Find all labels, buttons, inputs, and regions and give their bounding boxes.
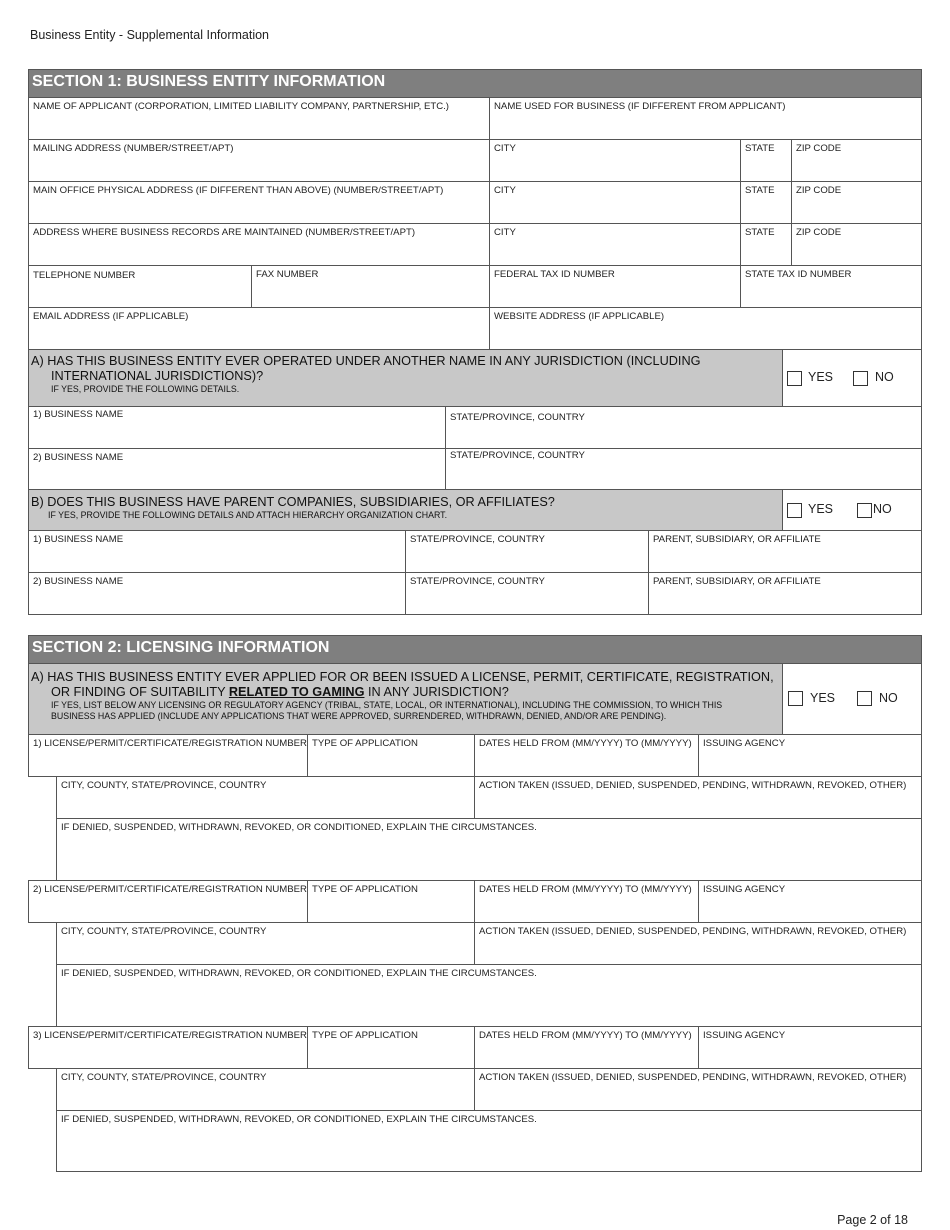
question-b-subtext: IF YES, PROVIDE THE FOLLOWING DETAILS AND ATTACH HIERARCHY ORGANIZATION CHART. <box>48 510 448 521</box>
qa-state-country-2-field[interactable]: STATE/PROVINCE, COUNTRY <box>445 448 922 490</box>
qa-business-name-2-field[interactable]: 2) BUSINESS NAME <box>28 448 446 490</box>
license-2-agency-field[interactable]: ISSUING AGENCY <box>698 880 922 923</box>
qa-business-name-1-field[interactable]: 1) BUSINESS NAME <box>28 406 446 449</box>
qb-business-name-1-field[interactable]: 1) BUSINESS NAME <box>28 530 406 573</box>
qb-state-country-1-field[interactable]: STATE/PROVINCE, COUNTRY <box>405 530 649 573</box>
gaming-emphasis: RELATED TO GAMING <box>228 685 365 700</box>
license-2-type-field[interactable]: TYPE OF APPLICATION <box>307 880 475 923</box>
license-2-explain-field[interactable]: IF DENIED, SUSPENDED, WITHDRAWN, REVOKED, OR CONDITIONED, EXPLAIN THE CIRCUMSTANCES. <box>56 964 922 1027</box>
records-state-field[interactable]: STATE <box>740 223 792 266</box>
license-1-location-field[interactable]: CITY, COUNTY, STATE/PROVINCE, COUNTRY <box>56 776 475 819</box>
question-a-subtext: IF YES, PROVIDE THE FOLLOWING DETAILS. <box>51 384 240 395</box>
mailing-address-field[interactable]: MAILING ADDRESS (NUMBER/STREET/APT) <box>28 139 490 182</box>
question-a-no-label: NO <box>875 370 894 384</box>
s2-question-a-no-checkbox[interactable] <box>857 691 872 706</box>
business-name-used-field[interactable]: NAME USED FOR BUSINESS (IF DIFFERENT FROM APPLICANT) <box>489 97 922 140</box>
email-field[interactable]: EMAIL ADDRESS (IF APPLICABLE) <box>28 307 490 350</box>
question-b-no-checkbox[interactable] <box>857 503 872 518</box>
license-3-explain-field[interactable]: IF DENIED, SUSPENDED, WITHDRAWN, REVOKED, OR CONDITIONED, EXPLAIN THE CIRCUMSTANCES. <box>56 1110 922 1172</box>
license-1-number-field[interactable]: 1) LICENSE/PERMIT/CERTIFICATE/REGISTRATION NUMBER <box>28 734 308 777</box>
section2-title: SECTION 2: LICENSING INFORMATION <box>28 635 922 664</box>
s2-question-a-line2: OR FINDING OF SUITABILITY RELATED TO GAMING IN ANY JURISDICTION? <box>51 685 509 700</box>
fax-field[interactable]: FAX NUMBER <box>251 265 490 308</box>
s2-question-a-yes-no-box <box>782 663 922 735</box>
applicant-name-field[interactable]: NAME OF APPLICANT (CORPORATION, LIMITED LIABILITY COMPANY, PARTNERSHIP, ETC.) <box>28 97 490 140</box>
license-3-agency-field[interactable]: ISSUING AGENCY <box>698 1026 922 1069</box>
federal-tax-id-field[interactable]: FEDERAL TAX ID NUMBER <box>489 265 741 308</box>
s2-question-a-subtext-2: BUSINESS HAS APPLIED (INCLUDE ANY APPLICATIONS THAT WERE APPROVED, SURRENDERED, WITHDRAWN, DENIED, AND/OR ARE PENDING). <box>51 710 667 721</box>
question-a-yes-no-box <box>782 349 922 407</box>
records-city-field[interactable]: CITY <box>489 223 741 266</box>
section1-question-a <box>28 349 783 407</box>
records-address-field[interactable]: ADDRESS WHERE BUSINESS RECORDS ARE MAINTAINED (NUMBER/STREET/APT) <box>28 223 490 266</box>
s2-question-a-no-label: NO <box>879 691 898 705</box>
telephone-field[interactable]: TELEPHONE NUMBER <box>28 265 252 308</box>
qb-business-name-2-field[interactable]: 2) BUSINESS NAME <box>28 572 406 615</box>
question-a-no-checkbox[interactable] <box>853 371 868 386</box>
license-3-dates-field[interactable]: DATES HELD FROM (MM/YYYY) TO (MM/YYYY) <box>474 1026 699 1069</box>
mailing-state-field[interactable]: STATE <box>740 139 792 182</box>
question-a-line1: A) HAS THIS BUSINESS ENTITY EVER OPERATED UNDER ANOTHER NAME IN ANY JURISDICTION (INCLUDING <box>31 354 701 368</box>
section1-title: SECTION 1: BUSINESS ENTITY INFORMATION <box>28 69 922 98</box>
main-office-city-field[interactable]: CITY <box>489 181 741 224</box>
question-a-line2: INTERNATIONAL JURISDICTIONS)? <box>51 369 264 384</box>
license-1-action-field[interactable]: ACTION TAKEN (ISSUED, DENIED, SUSPENDED, PENDING, WITHDRAWN, REVOKED, OTHER) <box>474 776 922 819</box>
question-b-line1: B) DOES THIS BUSINESS HAVE PARENT COMPANIES, SUBSIDIARIES, OR AFFILIATES? <box>31 495 555 509</box>
qb-state-country-2-field[interactable]: STATE/PROVINCE, COUNTRY <box>405 572 649 615</box>
qb-relation-2-field[interactable]: PARENT, SUBSIDIARY, OR AFFILIATE <box>648 572 922 615</box>
license-2-action-field[interactable]: ACTION TAKEN (ISSUED, DENIED, SUSPENDED, PENDING, WITHDRAWN, REVOKED, OTHER) <box>474 922 922 965</box>
s2-question-a-line1: A) HAS THIS BUSINESS ENTITY EVER APPLIED FOR OR BEEN ISSUED A LICENSE, PERMIT, CERTIFICATE, REGISTRATION, <box>31 670 774 684</box>
main-office-zip-field[interactable]: ZIP CODE <box>791 181 922 224</box>
section2-question-a <box>28 663 783 735</box>
main-office-state-field[interactable]: STATE <box>740 181 792 224</box>
website-field[interactable]: WEBSITE ADDRESS (IF APPLICABLE) <box>489 307 922 350</box>
license-1-agency-field[interactable]: ISSUING AGENCY <box>698 734 922 777</box>
license-3-location-field[interactable]: CITY, COUNTY, STATE/PROVINCE, COUNTRY <box>56 1068 475 1111</box>
question-b-yes-checkbox[interactable] <box>787 503 802 518</box>
mailing-zip-field[interactable]: ZIP CODE <box>791 139 922 182</box>
license-2-number-field[interactable]: 2) LICENSE/PERMIT/CERTIFICATE/REGISTRATION NUMBER <box>28 880 308 923</box>
question-b-no-label: NO <box>873 502 892 516</box>
question-a-yes-checkbox[interactable] <box>787 371 802 386</box>
license-1-type-field[interactable]: TYPE OF APPLICATION <box>307 734 475 777</box>
state-tax-id-field[interactable]: STATE TAX ID NUMBER <box>740 265 922 308</box>
mailing-city-field[interactable]: CITY <box>489 139 741 182</box>
license-3-type-field[interactable]: TYPE OF APPLICATION <box>307 1026 475 1069</box>
section1-question-b <box>28 489 783 531</box>
page-number: Page 2 of 18 <box>837 1213 908 1227</box>
license-1-explain-field[interactable]: IF DENIED, SUSPENDED, WITHDRAWN, REVOKED, OR CONDITIONED, EXPLAIN THE CIRCUMSTANCES. <box>56 818 922 881</box>
document-header: Business Entity - Supplemental Information <box>30 28 270 42</box>
question-a-yes-label: YES <box>808 370 834 384</box>
license-1-dates-field[interactable]: DATES HELD FROM (MM/YYYY) TO (MM/YYYY) <box>474 734 699 777</box>
license-2-location-field[interactable]: CITY, COUNTY, STATE/PROVINCE, COUNTRY <box>56 922 475 965</box>
question-b-yes-no-box <box>782 489 922 531</box>
question-b-yes-label: YES <box>808 502 834 516</box>
s2-question-a-yes-checkbox[interactable] <box>788 691 803 706</box>
main-office-address-field[interactable]: MAIN OFFICE PHYSICAL ADDRESS (IF DIFFERENT THAN ABOVE) (NUMBER/STREET/APT) <box>28 181 490 224</box>
qa-state-country-1-field[interactable]: STATE/PROVINCE, COUNTRY <box>445 406 922 449</box>
records-zip-field[interactable]: ZIP CODE <box>791 223 922 266</box>
license-2-dates-field[interactable]: DATES HELD FROM (MM/YYYY) TO (MM/YYYY) <box>474 880 699 923</box>
s2-question-a-yes-label: YES <box>810 691 836 705</box>
s2-question-a-subtext-1: IF YES, LIST BELOW ANY LICENSING OR REGULATORY AGENCY (TRIBAL, STATE, LOCAL, OR INTERNATIONAL), INCLUDING THE COMMISSION, TO WHICH THIS <box>51 700 723 711</box>
license-3-action-field[interactable]: ACTION TAKEN (ISSUED, DENIED, SUSPENDED, PENDING, WITHDRAWN, REVOKED, OTHER) <box>474 1068 922 1111</box>
license-3-number-field[interactable]: 3) LICENSE/PERMIT/CERTIFICATE/REGISTRATION NUMBER <box>28 1026 308 1069</box>
qb-relation-1-field[interactable]: PARENT, SUBSIDIARY, OR AFFILIATE <box>648 530 922 573</box>
